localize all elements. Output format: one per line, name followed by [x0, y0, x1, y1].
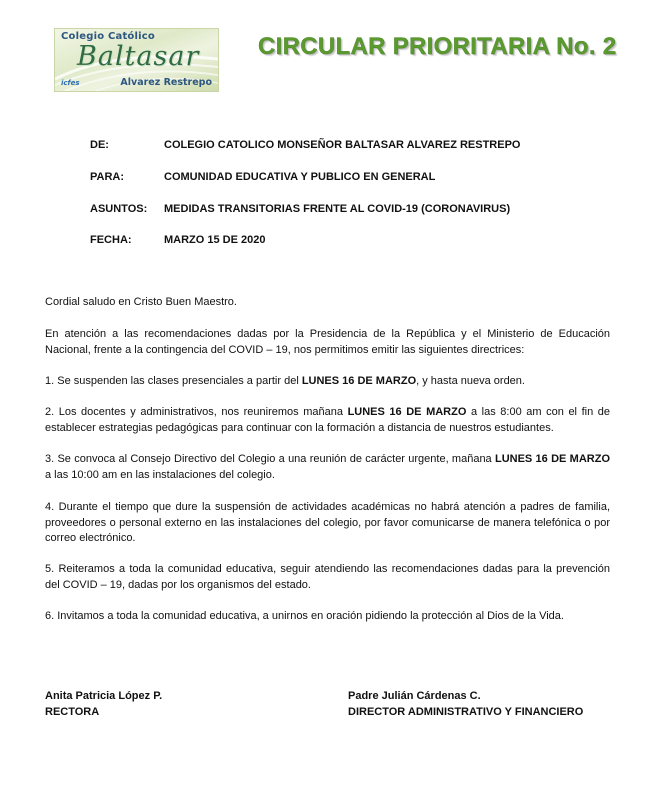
item-text: 1. Se suspenden las clases presenciales a partir del [45, 375, 302, 387]
item-bold: LUNES 16 DE MARZO [301, 375, 417, 387]
header-label: DE: [90, 139, 109, 151]
item-text: , y hasta nueva orden. [416, 375, 525, 387]
directive-item [45, 609, 610, 625]
directive-item [45, 500, 610, 547]
signature-name: Anita Patricia López P. [45, 690, 163, 702]
header-label: PARA: [90, 171, 125, 183]
directive-item [45, 374, 610, 390]
signature-role: DIRECTOR ADMINISTRATIVO Y FINANCIERO [348, 706, 584, 718]
logo-line-2: Baltasar [77, 41, 200, 72]
header-value: MEDIDAS TRANSITORIAS FRENTE AL COVID-19 (CORONAVIRUS) [164, 203, 511, 215]
item-text: a las 8:00 am con el fin de establecer estrategias pedagógicas para continuar con la formación a distancia de nuestros estudiantes. [45, 406, 610, 434]
header-value: COLEGIO CATOLICO MONSEÑOR BALTASAR ALVAREZ RESTREPO [164, 139, 521, 151]
signature-name: Padre Julián Cárdenas C. [348, 690, 481, 702]
item-bold: LUNES 16 DE MARZO [347, 406, 467, 418]
item-text: 3. Se convoca al Consejo Directivo del Colegio a una reunión de carácter urgente, mañana [45, 453, 495, 465]
signature-role: RECTORA [45, 706, 100, 718]
intro-paragraph: En atención a las recomendaciones dadas por la Presidencia de la República y el Ministerio de Educación Nacional, frente a la contingencia del COVID – 19, nos permitimos emitir las siguientes directrices: [45, 328, 610, 356]
item-text: 4. Durante el tiempo que dure la suspensión de actividades académicas no habrá atención a padres de familia, proveedores o personal externo en las instalaciones del colegio, por favor comunicarse de manera telefónica o por correo electrónico. [45, 501, 610, 544]
logo-line-1: Colegio Católico [61, 31, 155, 42]
directive-item [45, 405, 610, 436]
item-text: a las 10:00 am en las instalaciones del colegio. [45, 468, 275, 481]
header-label: ASUNTOS: [90, 203, 148, 215]
item-bold: LUNES 16 DE MARZO [494, 453, 610, 465]
header-value: MARZO 15 DE 2020 [164, 234, 266, 246]
item-text: 5. Reiteramos a toda la comunidad educativa, seguir atendiendo las recomendaciones dadas para la prevención del COVID – 19, dadas por los organismos del estado. [45, 563, 610, 591]
signature-director [348, 688, 583, 720]
page-title: CIRCULAR PRIORITARIA No. 2 [258, 33, 617, 60]
directive-item [45, 452, 610, 483]
directive-item [45, 562, 610, 593]
header-value: COMUNIDAD EDUCATIVA Y PUBLICO EN GENERAL [164, 171, 436, 183]
logo-icfes-badge: icfes [61, 79, 80, 87]
logo-line-3: Alvarez Restrepo [120, 77, 212, 88]
item-text: 2. Los docentes y administrativos, nos reuniremos mañana [45, 406, 348, 418]
school-logo [54, 28, 219, 92]
signature-rectora [45, 688, 162, 720]
item-text: 6. Invitamos a toda la comunidad educativa, a unirnos en oración pidiendo la protección al Dios de la Vida. [45, 610, 564, 622]
header-label: FECHA: [90, 234, 132, 246]
greeting: Cordial saludo en Cristo Buen Maestro. [45, 296, 237, 308]
